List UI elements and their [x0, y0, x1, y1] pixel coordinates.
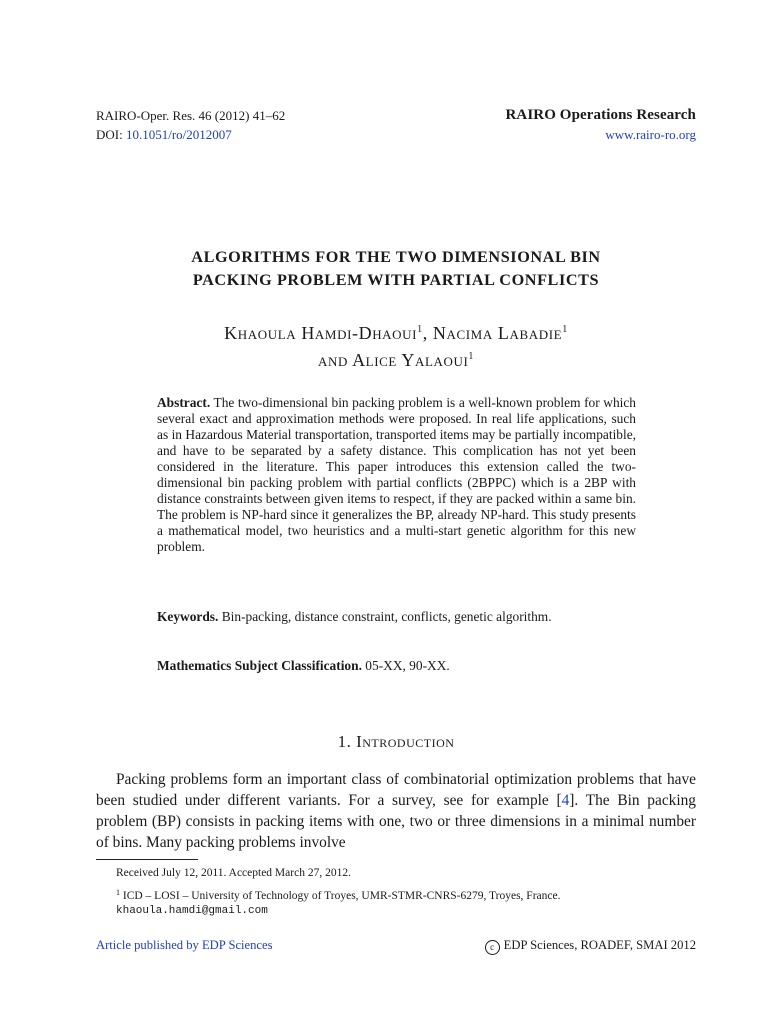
affiliation-note — [96, 889, 698, 904]
copyright-text: EDP Sciences, ROADEF, SMAI 2012 — [503, 938, 696, 952]
introduction-paragraph — [96, 769, 696, 853]
copyright-icon: c — [485, 940, 500, 955]
journal-block — [505, 106, 696, 144]
author-list — [96, 320, 696, 374]
paragraph-text: Packing problems form an important class of combinatorial optimization problems that have been studied under different variants. For a survey, see for example [ — [96, 771, 696, 809]
author-name: Khaoula Hamdi-Dhaoui — [224, 323, 418, 343]
msc-label: Mathematics Subject Classification. — [157, 658, 362, 673]
author-separator: , — [422, 323, 433, 343]
section-heading: 1. Introduction — [337, 732, 455, 751]
abstract-text: The two-dimensional bin packing problem is a well-known problem for which several exact and approximation methods were proposed. In real life applications, such as in Hazardous Material transportation, transported items may be partially incompatible, and have to be separated by a safety distance. This complication has not yet been considered in the literature. This paper introduces this extension called the two-dimensional bin packing problem with partial conflicts (2BPPC) which is a 2BP with distance constraints between given items to respect, if they are packed within a same bin. The problem is NP-hard since it generalizes the BP, already NP-hard. This study presents a mathematical model, two heuristics and a multi-start genetic algorithm for this new problem. — [157, 395, 636, 554]
paper-title — [96, 246, 696, 292]
keywords — [157, 609, 636, 625]
msc-text: 05-XX, 90-XX. — [365, 658, 450, 673]
paragraph-text: ]. The Bin packing problem (BP) consists in packing items with one, two or three dimensions in a minimal number of bins. Many packing problems involve — [96, 792, 697, 851]
abstract — [157, 395, 636, 555]
citation: RAIRO-Oper. Res. 46 (2012) 41–62 — [96, 108, 286, 123]
citation-link[interactable]: 4 — [561, 792, 570, 809]
doi-label: DOI: — [96, 127, 123, 142]
affiliation-note-mark: 1 — [116, 888, 120, 897]
footnote-divider — [96, 859, 198, 860]
author-line-1 — [96, 320, 696, 347]
title-line-1: ALGORITHMS FOR THE TWO DIMENSIONAL BIN — [191, 248, 601, 266]
journal-name: RAIRO Operations Research — [505, 107, 696, 123]
author-name: Alice Yalaoui — [352, 350, 469, 370]
copyright-line — [485, 938, 696, 955]
author-line-2 — [96, 347, 696, 374]
author-email[interactable]: khaoula.hamdi@gmail.com — [116, 905, 268, 917]
msc-classification — [157, 658, 636, 674]
citation-block — [96, 106, 285, 144]
publisher-link[interactable]: Article published by EDP Sciences — [96, 938, 273, 952]
abstract-label: Abstract. — [157, 395, 211, 410]
doi-link[interactable]: 10.1051/ro/2012007 — [125, 127, 232, 142]
affiliation-mark[interactable]: 1 — [417, 324, 423, 335]
affiliation-text: ICD – LOSI – University of Technology of Troyes, UMR-STMR-CNRS-6279, Troyes, France. — [120, 890, 561, 902]
journal-url-link[interactable]: www.rairo-ro.org — [605, 127, 696, 142]
author-name: Nacima Labadie — [432, 323, 563, 343]
title-line-2: PACKING PROBLEM WITH PARTIAL CONFLICTS — [192, 271, 600, 289]
keywords-label: Keywords. — [157, 609, 219, 624]
affiliation-mark[interactable]: 1 — [562, 324, 568, 335]
keywords-text: Bin-packing, distance constraint, conflicts, genetic algorithm. — [221, 609, 552, 624]
author-conjunction: and — [317, 350, 353, 370]
affiliation-mark[interactable]: 1 — [468, 351, 475, 362]
doi-line — [96, 125, 285, 144]
received-note: Received July 12, 2011. Accepted March 27, 2012. — [116, 867, 351, 879]
